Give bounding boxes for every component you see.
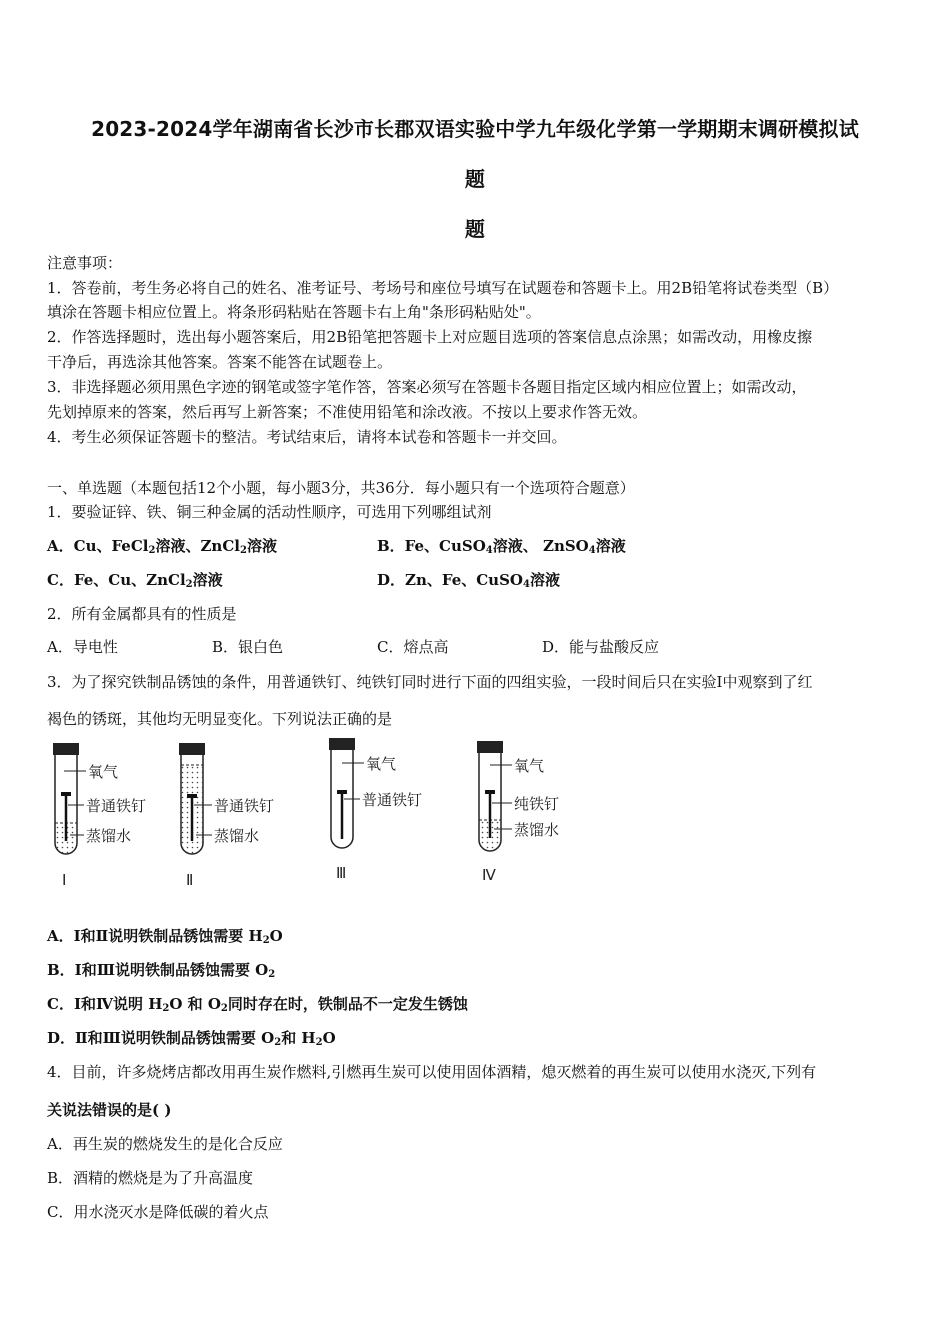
tube-label: Ⅳ [482, 866, 496, 884]
question-2-option-a: A．导电性 [47, 638, 118, 656]
section-heading: 一、单选题（本题包括12个小题，每小题3分，共36分．每小题只有一个选项符合题意） [47, 479, 635, 497]
question-3-option-b: B．Ⅰ和Ⅲ说明铁制品锈蚀需要 $O_2$ [47, 961, 276, 980]
page-title-line3: 题 [464, 217, 486, 241]
question-1-option-c: C．Fe、Cu、ZnCl$_2$溶液 [47, 571, 223, 590]
notice-line: 3．非选择题必须用黑色字迹的钢笔或签字笔作答，答案必须写在答题卡各题目指定区域内相应位置上；如需改动， [47, 378, 807, 396]
question-1-option-d: D．Zn、Fe、CuSO$_4$溶液 [377, 571, 560, 590]
notice-line: 填涂在答题卡相应位置上。将条形码粘贴在答题卡右上角"条形码粘贴处"。 [47, 303, 541, 321]
label-water: 蒸馏水 [86, 827, 132, 845]
notice-line: 4．考生必须保证答题卡的整洁。考试结束后，请将本试卷和答题卡一并交回。 [47, 428, 567, 446]
label-water: 蒸馏水 [514, 821, 560, 839]
question-2-option-b: B．银白色 [212, 638, 284, 656]
stopper [179, 743, 205, 755]
question-3-option-a: A．Ⅰ和Ⅱ说明铁制品锈蚀需要 $H_2O$ [47, 927, 283, 946]
label-common-nail: 普通铁钉 [362, 791, 423, 809]
label-oxygen: 氧气 [88, 763, 119, 781]
question-1-stem: 1．要验证锌、铁、铜三种金属的活动性顺序，可选用下列哪组试剂 [47, 503, 492, 521]
question-4-option-b: B．酒精的燃烧是为了升高温度 [47, 1169, 254, 1187]
question-1-option-a: A．Cu、FeCl$_2$溶液、ZnCl$_2$溶液 [47, 537, 277, 556]
stopper [477, 741, 503, 753]
notice-line: 1．答卷前，考生务必将自己的姓名、准考证号、考场号和座位号填写在试题卷和答题卡上。用2B铅笔将试卷类型（B） [47, 279, 839, 297]
test-tube-3 [329, 738, 422, 882]
notice-line: 先划掉原来的答案，然后再写上新答案；不准使用铅笔和涂改液。不按以上要求作答无效。 [47, 403, 648, 421]
question-3-stem: 3．为了探究铁制品锈蚀的条件，用普通铁钉、纯铁钉同时进行下面的四组实验，一段时间后只在实验Ⅰ中观察到了红 [47, 673, 813, 691]
question-4-stem-line2: 关说法错误的是( ) [47, 1101, 172, 1119]
page-title: 2023-2024学年湖南省长沙市长郡双语实验中学九年级化学第一学期期末调研模拟试 [91, 117, 859, 141]
question-3-stem-line2: 褐色的锈斑，其他均无明显变化。下列说法正确的是 [47, 710, 393, 728]
question-2-option-c: C．熔点高 [377, 638, 449, 656]
question-2-stem: 2．所有金属都具有的性质是 [47, 605, 237, 623]
question-3-option-c: C．Ⅰ和Ⅳ说明 $H_2O$ 和 $O_2$同时存在时，铁制品不一定发生锈蚀 [47, 995, 468, 1014]
test-tube-figure [40, 735, 600, 895]
notice-line: 2．作答选择题时，选出每小题答案后，用2B铅笔把答题卡上对应题目选项的答案信息点涂黑；如需改动，用橡皮擦 [47, 328, 813, 346]
tube-label: Ⅰ [62, 871, 67, 889]
notice-line: 干净后，再选涂其他答案。答案不能答在试题卷上。 [47, 353, 393, 371]
test-tube-2 [179, 743, 274, 889]
label-oxygen: 氧气 [514, 757, 545, 775]
question-3-option-d: D．Ⅱ和Ⅲ说明铁制品锈蚀需要 $O_2$和 $H_2O$ [47, 1029, 336, 1048]
label-oxygen: 氧气 [366, 755, 397, 773]
question-2-option-d: D．能与盐酸反应 [542, 638, 660, 656]
question-4-option-a: A．再生炭的燃烧发生的是化合反应 [47, 1135, 283, 1153]
stopper [53, 743, 79, 755]
label-common-nail: 普通铁钉 [214, 797, 275, 815]
test-tube-4 [477, 741, 559, 884]
stopper [329, 738, 355, 750]
label-common-nail: 普通铁钉 [86, 797, 147, 815]
question-4-stem: 4．目前，许多烧烤店都改用再生炭作燃料,引燃再生炭可以使用固体酒精，熄灭燃着的再生炭可以使用水浇灭,下列有 [47, 1063, 817, 1081]
label-pure-nail: 纯铁钉 [514, 795, 560, 813]
label-water: 蒸馏水 [214, 827, 260, 845]
question-1-option-b: B．Fe、CuSO$_4$溶液、 ZnSO$_4$溶液 [377, 537, 626, 556]
tube-label: Ⅱ [186, 871, 194, 889]
question-4-option-c: C．用水浇灭水是降低碳的着火点 [47, 1203, 269, 1221]
test-tube-1 [53, 743, 146, 889]
notice-heading: 注意事项： [47, 254, 123, 272]
page-title-line2: 题 [464, 167, 486, 191]
tube-label: Ⅲ [336, 864, 347, 882]
